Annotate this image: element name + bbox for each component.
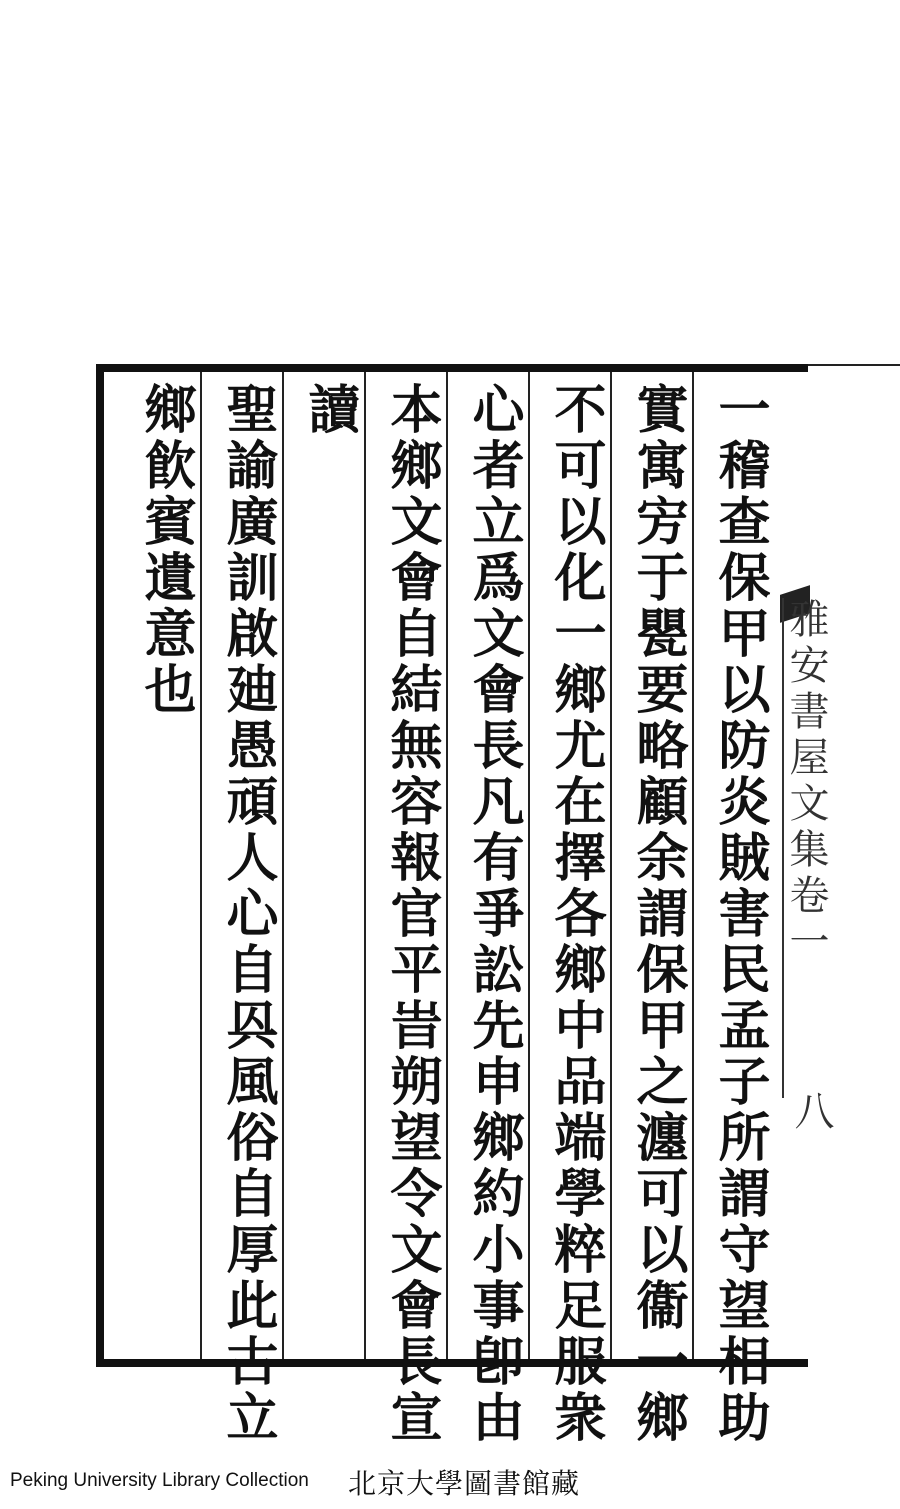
column-rule: [200, 372, 202, 1359]
page-frame: [96, 364, 808, 1367]
column-rule: [364, 372, 366, 1359]
collection-label-zh: 北京大學圖書館藏: [348, 1467, 581, 1500]
text-column-5: 本鄉文會自結無容報官平旹朔望令文會長宣: [381, 382, 442, 1446]
text-column-2: 實寓㝑于甖要略顧余謂保甲之瀍可以衞一鄉: [627, 382, 688, 1446]
text-column-1: 一稽查保甲以防炎賊害民孟子所謂守望相助: [709, 382, 770, 1446]
text-column-7: 聖諭廣訓啟廸愚頑人心自㒷風俗自厚此古立: [217, 382, 278, 1446]
column-rule: [610, 372, 612, 1359]
margin-title: 雅安書屋文集卷一: [782, 598, 826, 1098]
column-rule: [692, 372, 694, 1359]
text-column-8: 鄉飮賓遺意也: [135, 382, 196, 718]
column-rule: [528, 372, 530, 1359]
column-rule: [282, 372, 284, 1359]
collection-label-en: Peking University Library Collection: [10, 1470, 309, 1491]
text-column-6: 讀: [299, 382, 360, 438]
margin-page-number: 八: [788, 1090, 834, 1130]
text-column-4: 心者立爲文會長凡有爭訟先申鄉約小事卽由: [463, 382, 524, 1446]
column-rule: [446, 372, 448, 1359]
text-column-3: 不可以化一鄉尤在擇各鄉中品端學粹足服衆: [545, 382, 606, 1446]
